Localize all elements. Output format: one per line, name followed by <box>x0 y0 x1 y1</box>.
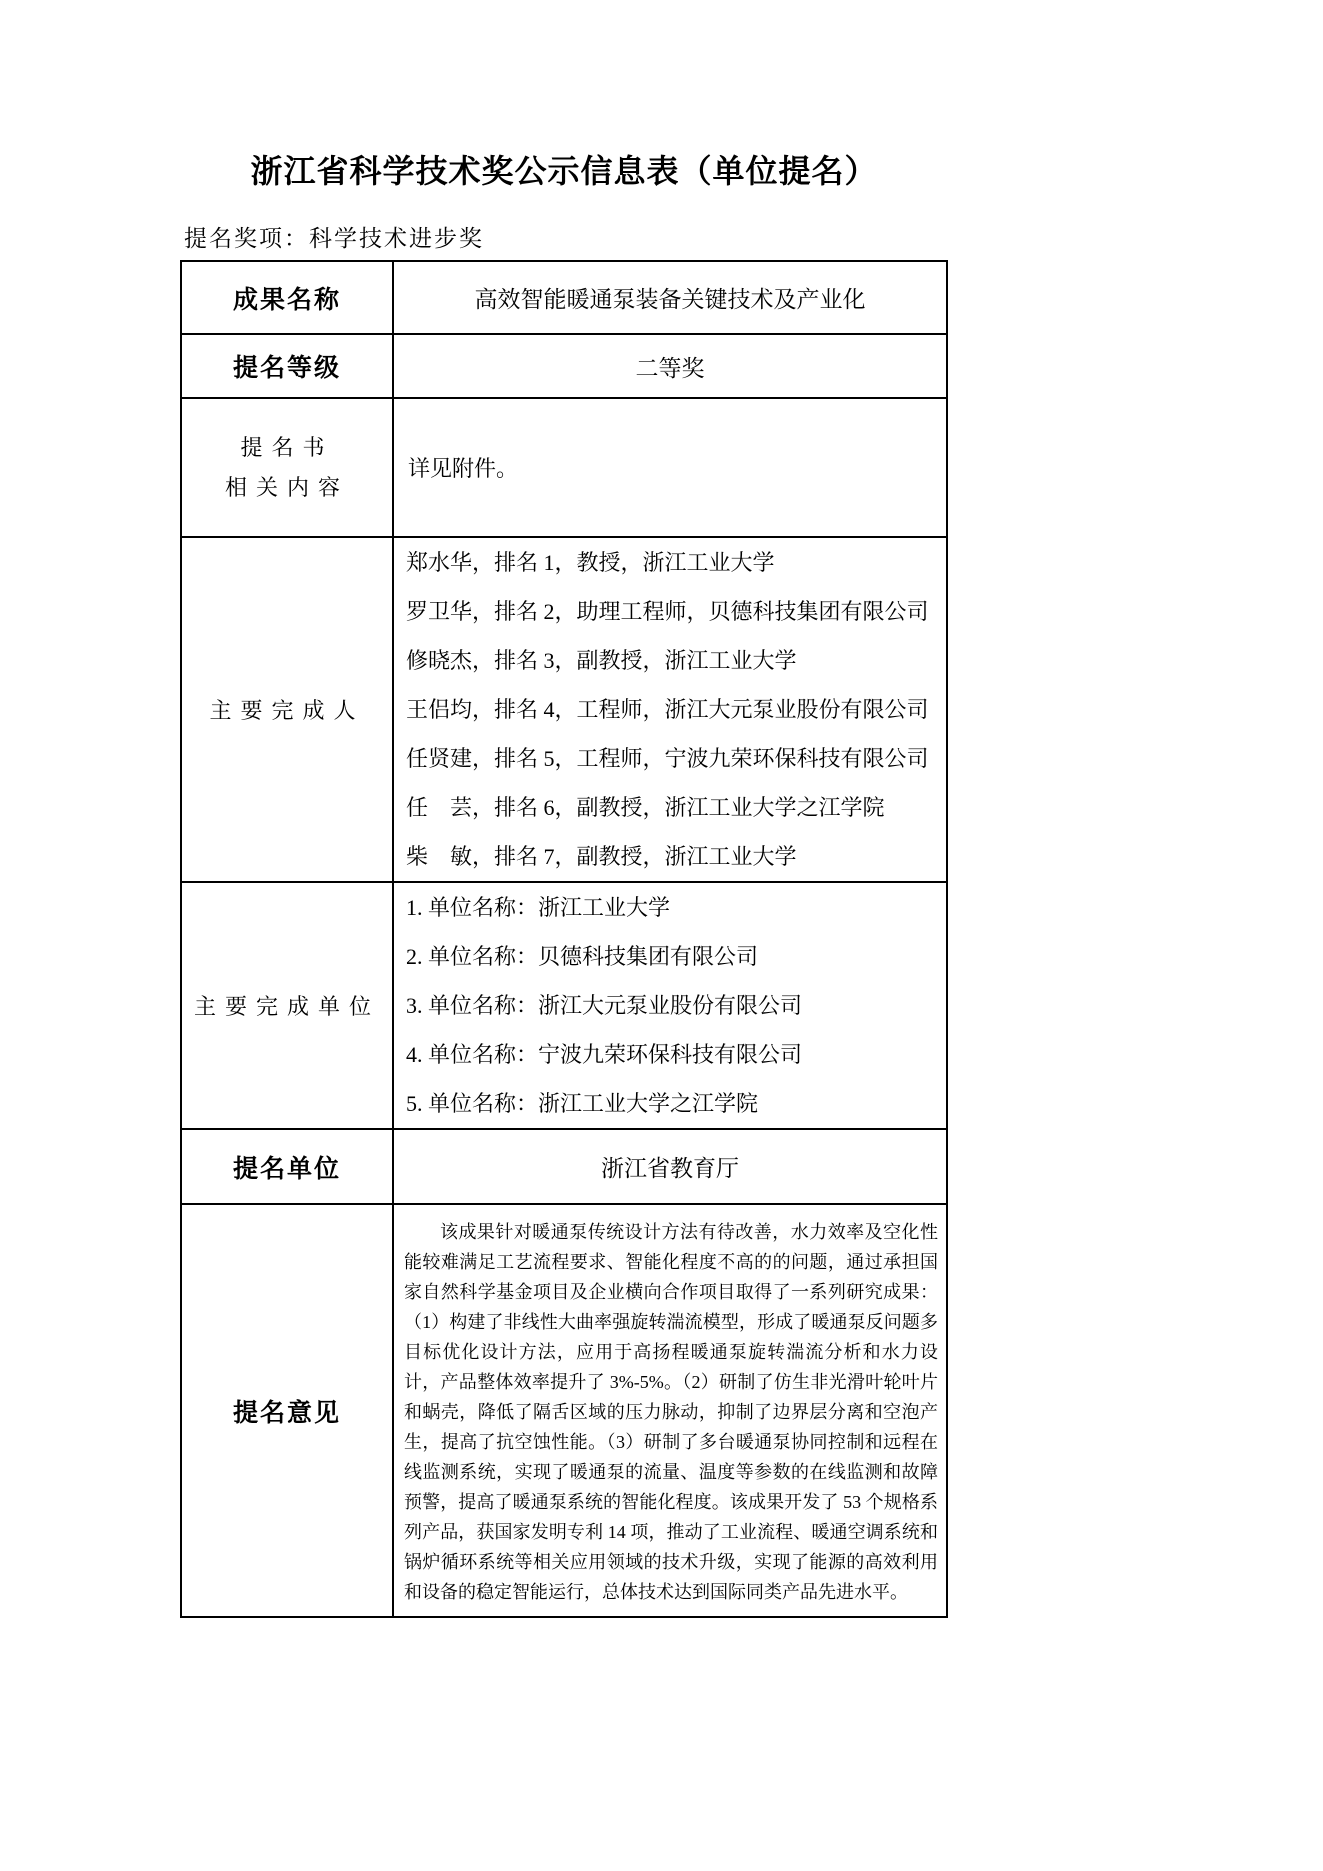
completer-item: 修晓杰，排名 3，副教授，浙江工业大学 <box>406 648 797 673</box>
unit-item: 4. 单位名称：宁波九荣环保科技有限公司 <box>406 1042 803 1067</box>
row-nomination-grade <box>181 334 947 398</box>
nomination-opinion-text: 该成果针对暖通泵传统设计方法有待改善，水力效率及空化性能较难满足工艺流程要求、智能化程度不高的的问题，通过承担国家自然科学基金项目及企业横向合作项目取得了一系列研究成果：（1）构建了非线性大曲率强旋转湍流模型，形成了暖通泵反问题多目标优化设计方法，应用于高扬程暖通泵旋转湍流分析和水力设计，产品整体效率提升了 3%-5%。（2）研制了仿生非光滑叶轮叶片和蜗壳，降低了隔舌区域的压力脉动，抑制了边界层分离和空泡产生，提高了抗空蚀性能。（3）研制了多台暖通泵协同控制和远程在线监测系统，实现了暖通泵的流量、温度等参数的在线监测和故障预警，提高了暖通泵系统的智能化程度。该成果开发了 53 个规格系列产品，获国家发明专利 14 项，推动了工业流程、暖通空调系统和锅炉循环系统等相关应用领域的技术升级，实现了能源的高效利用和设备的稳定智能运行，总体技术达到国际同类产品先进水平。 <box>404 1221 938 1602</box>
nominating-unit-label: 提名单位 <box>232 1153 341 1183</box>
completer-item: 郑水华，排名 1，教授，浙江工业大学 <box>406 550 775 575</box>
nominating-unit-value: 浙江省教育厅 <box>393 1129 947 1204</box>
unit-item: 3. 单位名称：浙江大元泵业股份有限公司 <box>406 993 803 1018</box>
completer-item: 柴 敏，排名 7，副教授，浙江工业大学 <box>406 844 797 869</box>
nomination-grade-label: 提名等级 <box>232 353 341 382</box>
completer-item: 任贤建，排名 5，工程师，宁波九荣环保科技有限公司 <box>406 746 929 771</box>
achievement-name-label: 成果名称 <box>232 284 341 314</box>
row-nomination-doc <box>181 398 947 537</box>
award-category-line: 提名奖项：科学技术进步奖 <box>184 226 484 251</box>
unit-item: 2. 单位名称：贝德科技集团有限公司 <box>406 944 759 969</box>
row-nominating-unit <box>181 1129 947 1204</box>
main-completers-label: 主要完成人 <box>209 698 365 723</box>
page-title-main: 浙江省科学技术奖公示信息表 <box>250 152 680 190</box>
nomination-doc-label-line1: 提名书 <box>240 434 334 460</box>
completer-item: 罗卫华，排名 2，助理工程师，贝德科技集团有限公司 <box>406 599 929 624</box>
nomination-doc-value: 详见附件。 <box>393 398 947 537</box>
achievement-name-value: 高效智能暖通泵装备关键技术及产业化 <box>393 261 947 334</box>
completer-item: 任 芸，排名 6，副教授，浙江工业大学之江学院 <box>406 795 885 820</box>
nomination-grade-value: 二等奖 <box>393 334 947 398</box>
nomination-form-table <box>180 260 948 1618</box>
nomination-doc-label-line2: 相关内容 <box>224 474 349 500</box>
page-title-paren: （单位提名） <box>679 153 878 189</box>
row-main-completers <box>181 537 947 882</box>
nomination-opinion-label: 提名意见 <box>232 1397 341 1427</box>
page-title <box>180 146 948 192</box>
row-main-units <box>181 882 947 1129</box>
row-achievement-name <box>181 261 947 334</box>
main-units-list <box>394 883 946 1128</box>
completer-item: 王侣均，排名 4，工程师，浙江大元泵业股份有限公司 <box>406 697 929 722</box>
main-units-label: 主要完成单位 <box>193 994 380 1019</box>
unit-item: 1. 单位名称：浙江工业大学 <box>406 895 671 920</box>
unit-item: 5. 单位名称：浙江工业大学之江学院 <box>406 1091 759 1116</box>
main-completers-list <box>394 538 946 881</box>
row-nomination-opinion <box>181 1204 947 1617</box>
